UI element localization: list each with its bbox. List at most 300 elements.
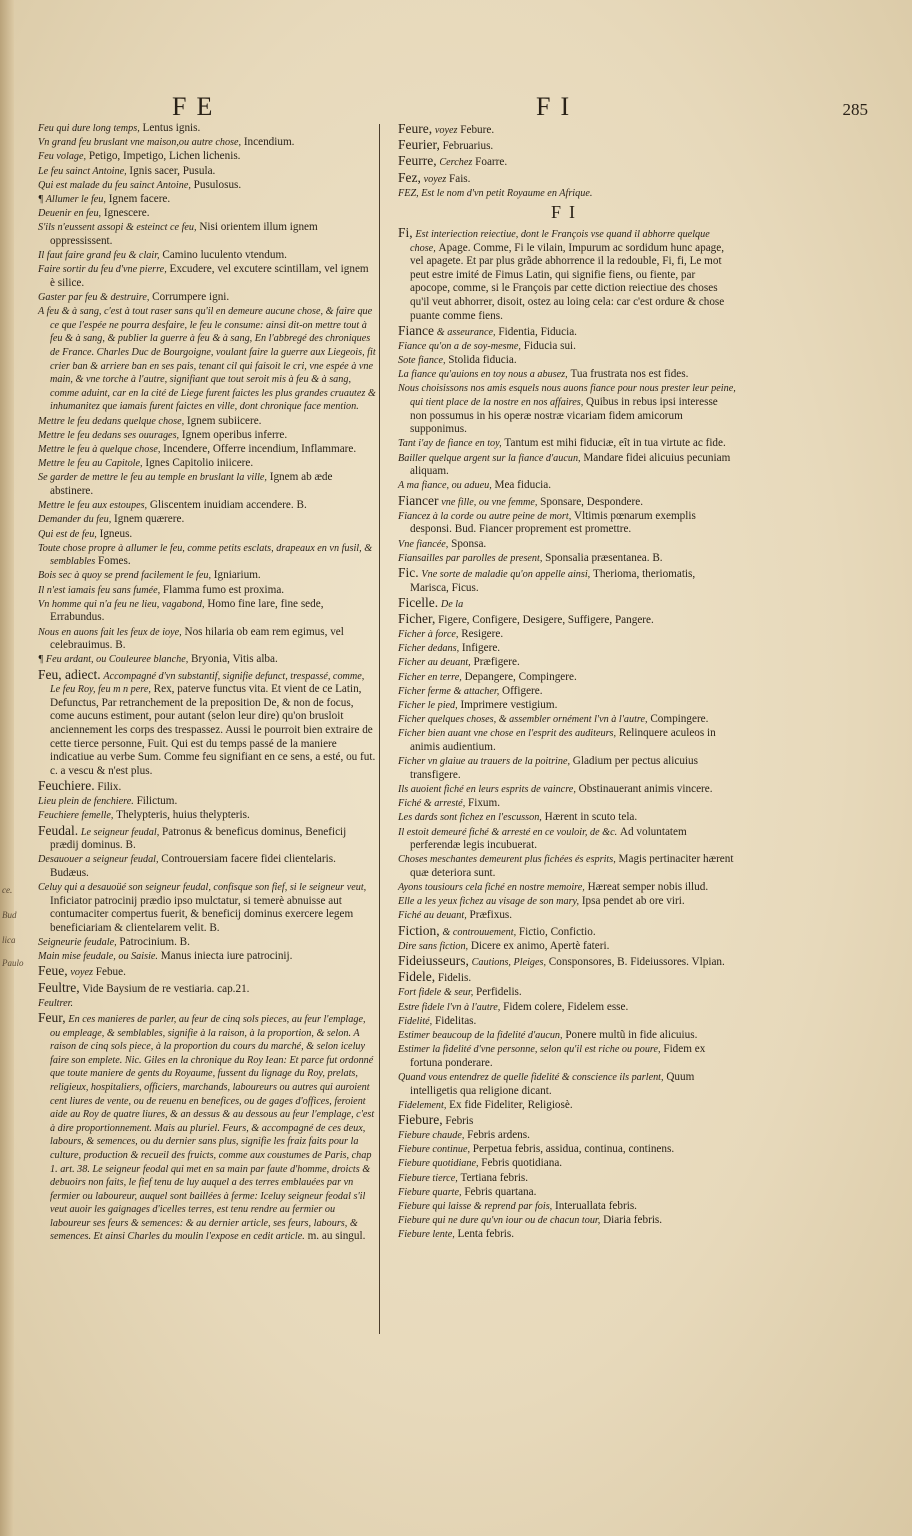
entry-headword: Ficelle. — [398, 594, 439, 610]
dictionary-entry — [38, 809, 376, 823]
entry-latin-text: Resigere. — [461, 628, 504, 641]
dictionary-entry — [38, 528, 376, 542]
page-gutter — [0, 0, 24, 1536]
entry-latin-text: Manus iniecta iure patrocinij. — [160, 950, 293, 963]
entry-french-text: Fiebure quotidiane, — [398, 1158, 479, 1170]
dictionary-entry — [398, 612, 736, 628]
entry-french-text: Ficher vn glaiue au trauers de la poitrine, — [398, 756, 571, 768]
entry-latin-text: Dicere ex animo, Apertè fateri. — [470, 939, 610, 952]
dictionary-entry — [38, 165, 376, 179]
entry-latin-text: Patrocinium. B. — [119, 936, 190, 949]
entry-french-text: Choses meschantes demeurent plus fichées és esprits, — [398, 854, 616, 866]
entry-french-text: Fiansailles par parolles de present, — [398, 552, 543, 564]
dictionary-entry — [398, 1143, 736, 1157]
dictionary-entry — [38, 207, 376, 221]
dictionary-entry — [398, 154, 736, 170]
dictionary-entry — [398, 494, 736, 510]
dictionary-entry — [38, 122, 376, 136]
dictionary-entry — [398, 1214, 736, 1228]
dictionary-entry — [398, 924, 736, 940]
dictionary-entry — [38, 457, 376, 471]
entry-french-text: Fiebure lente, — [398, 1229, 455, 1241]
entry-french-text: Mettre le feu dedans ses ouurages, — [38, 429, 180, 441]
entry-latin-text: Ignem ab æde abstinere. — [50, 471, 333, 497]
entry-latin-text: Homo fine lare, fine sede, Errabundus. — [50, 597, 324, 624]
entry-french-text: Sote fiance, — [398, 355, 446, 367]
dictionary-entry — [38, 542, 376, 569]
dictionary-entry — [38, 824, 376, 853]
entry-headword: Fiebure, — [398, 1111, 443, 1127]
entry-french-text: ¶ Allumer le feu, — [38, 193, 106, 205]
dictionary-entry — [398, 324, 736, 340]
entry-latin-text: Sponsare, Despondere. — [540, 495, 644, 508]
entry-french-text: voyez — [423, 173, 447, 185]
dictionary-entry — [38, 936, 376, 950]
dictionary-entry — [398, 986, 736, 1000]
entry-latin-text: Corrumpere igni. — [152, 291, 230, 304]
entry-french-text: Fiance qu'on a de soy-mesme, — [398, 340, 521, 352]
entry-latin-text: Febris ardens. — [467, 1129, 530, 1142]
dictionary-entry — [398, 354, 736, 368]
entry-latin-text: Vltimis pœnarum exemplis desponsi. Bud. Fiancer proprement est promettre. — [410, 509, 696, 536]
entry-french-text: Vne sorte de maladie qu'on appelle ainsi, — [421, 568, 591, 580]
entry-latin-text: Pusulosus. — [193, 178, 242, 191]
entry-french-text: Fiebure qui ne dure qu'vn iour ou de chacun tour, — [398, 1215, 601, 1227]
entry-latin-text: Præfixus. — [469, 909, 513, 922]
margin-note: ce. — [2, 885, 13, 895]
entry-french-text: A feu & à sang, c'est à tout raser sans qu'il en demeure aucune chose, & faire que ce que l'espée ne pourra desfaire, le feu le consume: ainsi dit-on mettre tout à feu & à sang, & publier la guerre à feu & à sang, En l'abbregé des chroniques de France. Charles Duc de Bourgoigne, voulant faire la guerre aux Liegeois, fit crier ban & arriere ban en ses pais, tenant cil qui faisoit le cri, vne espée à vne main, & vne torche à l'autre, signifiant que tout seroit mis à feu & à sang, comme aduint, car en la cité de Liege furent faictes les plus grandes cruautez & inhumanitez que iamais furent faictes en ville, dont chronique face mention. — [38, 306, 376, 413]
entry-french-text: Estimer la fidelité d'vne personne, selon qu'il est riche ou poure, — [398, 1044, 661, 1056]
entry-french-text: Vne fiancée, — [398, 538, 449, 550]
dictionary-entry — [398, 826, 736, 853]
entry-latin-text: Offigere. — [502, 684, 543, 697]
entry-latin-text: Perfidelis. — [476, 986, 522, 999]
dictionary-entry — [398, 671, 736, 685]
entry-french-text: Mettre le feu au Capitole, — [38, 458, 143, 470]
dictionary-entry — [398, 909, 736, 923]
entry-french-text: Ficher bien auant vne chose en l'esprit des auditeurs, — [398, 728, 617, 740]
dictionary-entry — [38, 443, 376, 457]
entry-french-text: De la — [440, 598, 464, 610]
entry-latin-text: Ad voluntatem perferendæ legis incubuerat. — [410, 825, 687, 852]
entry-latin-text: m. au singul. — [307, 1230, 366, 1243]
entry-latin-text: Incendere, Offerre incendium, Inflammare. — [163, 442, 357, 455]
entry-french-text: S'ils n'eussent assopi & esteinct ce feu, — [38, 222, 197, 234]
entry-french-text: Estre fidele l'vn à l'autre, — [398, 1001, 501, 1013]
entry-latin-text: Filix. — [97, 780, 122, 793]
entry-french-text: Mettre le feu dedans quelque chose, — [38, 415, 185, 427]
entry-french-text: Fiebure chaude, — [398, 1130, 465, 1142]
entry-french-text: Il n'est iamais feu sans fumée, — [38, 584, 161, 596]
entry-latin-text: Figere, Configere, Desigere, Suffigere, Pangere. — [438, 613, 654, 626]
entry-latin-text: Ex fide Fideliter, Religiosè. — [449, 1098, 573, 1111]
dictionary-entry — [38, 881, 376, 935]
entry-french-text: Fiebure continue, — [398, 1144, 471, 1156]
dictionary-entry — [38, 150, 376, 164]
entry-latin-text: Bryonia, Vitis alba. — [191, 653, 278, 666]
right-column-top — [398, 122, 736, 200]
dictionary-entry — [398, 171, 736, 187]
dictionary-entry — [398, 853, 736, 880]
entry-french-text: Les dards sont fichez en l'escusson, — [398, 812, 542, 824]
dictionary-entry — [398, 642, 736, 656]
entry-latin-text: Ponere multũ in fide alicuius. — [565, 1028, 698, 1041]
entry-latin-text: Ignem operibus inferre. — [181, 428, 288, 441]
entry-french-text: Toute chose propre à allumer le feu, comme petits esclats, drapeaux en vn fusil, & semblables — [38, 542, 373, 568]
entry-latin-text: Febris — [445, 1114, 474, 1127]
entry-french-text: voyez — [70, 967, 93, 979]
entry-latin-text: Excudere, vel excutere scintillam, vel ignem è silice. — [50, 263, 369, 289]
entry-french-text: Elle a les yeux fichez au visage de son mary, — [398, 896, 580, 908]
entry-latin-text: Mandare fidei alicuius pecuniam aliquam. — [410, 451, 731, 478]
entry-latin-text: Foarre. — [475, 156, 508, 169]
dictionary-entry — [38, 249, 376, 263]
dictionary-entry — [398, 566, 736, 595]
dictionary-entry — [398, 382, 736, 436]
left-column — [38, 122, 376, 1245]
entry-french-text: & controuuement, — [442, 926, 517, 938]
entry-headword: Feur, — [38, 1009, 66, 1025]
entry-french-text: Fort fidele & seur, — [398, 987, 474, 999]
entry-french-text: En ces manieres de parler, au feur de cinq sols pieces, au feur l'emplage, ou empleage, & semblables, signifie à la raison, à la proportion, & selon. A raison de cinq sols piece, à la proportion du cours du marché, & selon iceluy faire son emplete. Nic. Giles en la chronique du Roy Iean: Et parce fut ordonné que toute maniere de gents du Royaume, fussent du lignage du Roy, prelats, religieux, hospitaliers, officiers, marchands, laboureurs ou autres qui auroient cent liures de vente, ou de reuenu en benefices, ou de gages d'offices, feroient aide au Roy de quatre liures, & an dessus & au dessous au feur l'emplage, c'est à dire proportionnement. Mais au pluriel. Feurs, & accompagné de ces deux, labours, & semences, ou du dernier sans plus, signifie les fraiz faits pour la culture, production & recueil des fruicts, comme aux coustumes de Paris, chap 1. art. 38. Le seigneur feodal qui met en sa main par faute d'homme, droicts & debuoirs non faits, le fief tenu de luy auquel a des terres emblauées par vn fermier ou laboureur, auquel sont baillées à ferme: Iceluy seigneur feodal s'il veut auoir les gaignages d'icelles terres, est tenu rendre au fermier ou laboureur ses feurs & semences: & au dernier article, ses feurs, labours, & semences. Et ainsi Charles du moulin l'expose en cedit article. — [50, 1013, 375, 1243]
entry-latin-text: Igniarium. — [213, 569, 261, 582]
entry-headword: Feure, — [398, 121, 433, 136]
entry-latin-text: Camino luculento vtendum. — [162, 249, 287, 262]
dictionary-entry — [398, 797, 736, 811]
dictionary-entry — [398, 1001, 736, 1015]
dictionary-entry — [398, 437, 736, 451]
dictionary-entry — [398, 699, 736, 713]
entry-french-text: Nous choisissons nos amis esquels nous auons fiance pour nous prester leur peine, qui tient place de la nostre en nos affaires, — [398, 383, 736, 409]
entry-french-text: Vn homme qui n'a feu ne lieu, vagabond, — [38, 598, 205, 610]
dictionary-entry — [398, 1172, 736, 1186]
entry-latin-text: Fiducia sui. — [523, 339, 576, 352]
entry-latin-text: Fidem colere, Fidelem esse. — [503, 1000, 629, 1013]
dictionary-entry — [398, 783, 736, 797]
entry-latin-text: Febure. — [460, 124, 495, 136]
dictionary-entry — [398, 628, 736, 642]
entry-headword: Feue, — [38, 963, 68, 979]
entry-french-text: Fidelement, — [398, 1099, 447, 1111]
entry-french-text: Faire sortir du feu d'vne pierre, — [38, 264, 167, 276]
entry-french-text: Seigneurie feudale, — [38, 937, 117, 949]
entry-french-text: Ayons tousiours cela fiché en nostre memoire, — [398, 882, 585, 894]
entry-latin-text: Ignescere. — [103, 207, 150, 220]
entry-french-text: La fiance qu'auions en toy nous a abusez, — [398, 369, 568, 381]
entry-french-text: Est interiection reiectiue, dont le François vse quand il abhorre quelque chose, — [410, 228, 710, 254]
entry-latin-text: Gladium per pectus alicuius transfigere. — [410, 755, 698, 781]
entry-latin-text: Lenta febris. — [457, 1228, 515, 1241]
right-column — [398, 226, 736, 1242]
entry-french-text: vne fille, ou vne femme, — [441, 496, 538, 508]
entry-latin-text: Fidem ex fortuna ponderare. — [410, 1043, 706, 1069]
entry-french-text: Demander du feu, — [38, 514, 112, 526]
entry-french-text: Qui est de feu, — [38, 528, 97, 540]
entry-latin-text: Quum intelligetis qua religione dicant. — [410, 1070, 695, 1097]
entry-french-text: Quand vous entendrez de quelle fidelité & conscience ils parlent, — [398, 1071, 664, 1083]
entry-headword: Fidele, — [398, 969, 436, 985]
right-running-head: FI — [536, 92, 580, 121]
entry-headword: Fic. — [398, 564, 419, 580]
dictionary-entry — [38, 668, 376, 779]
entry-latin-text: Nos hilaria ob eam rem egimus, vel celebrauimus. B. — [50, 625, 344, 652]
entry-french-text: Accompagné d'vn substantif, signifie defunct, trespassé, comme, Le feu Roy, feu m n pere, — [50, 670, 365, 696]
entry-french-text: Feuchiere femelle, — [38, 810, 114, 822]
dictionary-entry — [398, 656, 736, 670]
entry-latin-text: Igneus. — [99, 527, 133, 540]
dictionary-entry — [38, 964, 376, 980]
entry-latin-text: Stolida fiducia. — [448, 354, 517, 367]
entry-latin-text: Thelypteris, huius thelypteris. — [116, 809, 250, 822]
entry-french-text: Le seigneur feudal, — [80, 826, 160, 838]
entry-latin-text: Incendium. — [243, 136, 295, 149]
entry-latin-text: Fidentia, Fiducia. — [498, 325, 577, 338]
dictionary-entry — [398, 1099, 736, 1113]
dictionary-entry — [38, 179, 376, 193]
entry-latin-text: Compingere. — [650, 713, 709, 726]
entry-french-text: Fiebure quarte, — [398, 1186, 462, 1198]
dictionary-entry — [38, 950, 376, 964]
entry-latin-text: Inficiator patrocinij prædio ipso mulctatur, si temerè abnuisse aut contumaciter compertus fuerit, & beneficij dominus exercere legem beneficiariam & clientelarem velit. B. — [50, 894, 354, 934]
dictionary-entry — [398, 1071, 736, 1098]
dictionary-entry — [398, 122, 736, 138]
entry-latin-text: Fixum. — [468, 797, 501, 810]
dictionary-entry — [398, 1129, 736, 1143]
entry-latin-text: Filictum. — [136, 795, 178, 808]
entry-latin-text: Ignem quærere. — [114, 513, 185, 526]
entry-headword: Feudal. — [38, 822, 79, 838]
dictionary-entry — [38, 779, 376, 795]
dictionary-entry — [398, 1113, 736, 1129]
dictionary-entry — [398, 1186, 736, 1200]
entry-latin-text: Magis pertinaciter hærent quæ deteriora sunt. — [410, 853, 734, 879]
dictionary-entry — [38, 193, 376, 207]
entry-latin-text: Ignes Capitolio iniicere. — [145, 457, 254, 470]
dictionary-entry — [398, 1200, 736, 1214]
dictionary-entry — [398, 552, 736, 566]
entry-latin-text: Præfigere. — [473, 656, 520, 669]
entry-latin-text: Infigere. — [461, 642, 501, 655]
dictionary-entry — [398, 596, 736, 612]
entry-latin-text: Interuallata febris. — [554, 1200, 637, 1212]
margin-note: Paulo — [2, 958, 24, 968]
column-rule — [379, 124, 380, 1334]
entry-latin-text: Ignem facere. — [108, 192, 171, 205]
dictionary-entry — [398, 727, 736, 754]
entry-french-text: Ficher ferme & attacher, — [398, 685, 500, 697]
entry-latin-text: Quibus in rebus ipsi interesse non possumus in his operæ nostræ vicariam fidem amicorum supponimus. — [410, 396, 718, 436]
entry-headword: Fi, — [398, 224, 413, 240]
entry-latin-text: Ipsa pendet ab ore viri. — [581, 895, 685, 908]
entry-latin-text: Relinquere aculeos in animis audientium. — [410, 727, 716, 753]
entry-french-text: Ficher à force, — [398, 629, 459, 641]
entry-latin-text: Depangere, Compingere. — [464, 670, 577, 683]
entry-headword: Fez, — [398, 169, 421, 185]
entry-latin-text: Patronus & beneficus dominus, Beneficij prædij dominus. B. — [50, 825, 347, 852]
entry-french-text: Fiché au deuant, — [398, 910, 467, 922]
entry-latin-text: Ignem subiicere. — [186, 414, 262, 427]
entry-latin-text: Hæreat semper nobis illud. — [587, 881, 709, 894]
entry-french-text: Ils auoient fiché en leurs esprits de vaincre, — [398, 783, 576, 795]
entry-latin-text: Rex, paterve functus vita. Et vient de ce Latin, Defunctus, Par retranchement de la preposition De, & non de focus, come aucuns estiment, pour autant (selon leur dire) qu'on brusloit anciennement les corps des trespassez. Aussi le pourroit bien extraire de cette tierce personne, Fuit. Qui est du temps passé de la maniere indicatiue au verbe Sum. Comme feu signifiant en ce sens, a esté, ou fut. c. a vescu & n'est plus. — [50, 683, 376, 777]
entry-french-text: ¶ Feu ardant, ou Couleuree blanche, — [38, 654, 189, 666]
entry-french-text: Ficher dedans, — [398, 643, 460, 655]
entry-headword: Fiancer — [398, 492, 439, 508]
dictionary-entry — [398, 940, 736, 954]
entry-headword: Ficher, — [398, 610, 436, 626]
entry-french-text: Fiché & arresté, — [398, 798, 466, 810]
entry-french-text: A ma fiance, ou adueu, — [398, 480, 492, 492]
entry-french-text: Estimer beaucoup de la fidelité d'aucun, — [398, 1029, 563, 1041]
entry-french-text: Cerchez — [439, 157, 473, 169]
entry-latin-text: Mea fiducia. — [494, 479, 552, 492]
entry-french-text: Feultrer. — [38, 997, 73, 1009]
dictionary-entry — [398, 187, 736, 201]
dictionary-entry — [38, 981, 376, 997]
section-title-fi: FI — [550, 202, 583, 223]
dictionary-entry — [398, 685, 736, 699]
entry-french-text: FEZ, Est le nom d'vn petit Royaume en Afrique. — [398, 187, 593, 199]
entry-french-text: Feu qui dure long temps, — [38, 123, 140, 134]
dictionary-entry — [398, 1029, 736, 1043]
entry-french-text: Dire sans fiction, — [398, 940, 469, 952]
entry-latin-text: Ignis sacer, Pusula. — [129, 164, 216, 177]
dictionary-entry — [38, 569, 376, 583]
entry-french-text: Il estoit demeuré fiché & arresté en ce vouloir, de &c. — [398, 826, 618, 838]
entry-french-text: Gaster par feu & destruire, — [38, 292, 150, 304]
entry-latin-text: Tua frustrata nos est fides. — [570, 368, 689, 381]
entry-latin-text: Perpetua febris, assidua, continua, continens. — [472, 1143, 675, 1156]
dictionary-entry — [398, 755, 736, 782]
dictionary-entry — [398, 1015, 736, 1029]
entry-latin-text: Fais. — [449, 172, 471, 185]
dictionary-entry — [398, 713, 736, 727]
entry-latin-text: Petigo, Impetigo, Lichen lichenis. — [88, 150, 241, 163]
entry-latin-text: Gliscentem inuidiam accendere. B. — [149, 499, 307, 512]
entry-headword: Feu, adiect. — [38, 666, 101, 682]
dictionary-entry — [38, 136, 376, 150]
entry-latin-text: Februarius. — [442, 140, 494, 153]
dictionary-entry — [38, 598, 376, 625]
entry-latin-text: Sponsalia præsentanea. B. — [545, 551, 663, 564]
dictionary-entry — [398, 881, 736, 895]
dictionary-entry — [38, 795, 376, 809]
entry-latin-text: Nisi orientem illum ignem oppressissent. — [50, 221, 318, 247]
entry-french-text: Feu volage, — [38, 151, 87, 163]
entry-french-text: Fidelité, — [398, 1015, 433, 1027]
entry-headword: Feurre, — [398, 153, 437, 169]
entry-latin-text: Fomes. — [98, 555, 131, 568]
entry-latin-text: Imprimere vestigium. — [460, 699, 558, 711]
entry-french-text: Fiebure tierce, — [398, 1172, 458, 1184]
dictionary-entry — [398, 479, 736, 493]
entry-french-text: Ficher quelques choses, & assembler ornément l'vn à l'autre, — [398, 714, 648, 726]
entry-headword: Feurier, — [398, 137, 440, 153]
entry-latin-text: Flamma fumo est proxima. — [162, 583, 285, 596]
dictionary-entry — [398, 895, 736, 909]
entry-french-text: Ficher au deuant, — [398, 657, 471, 669]
entry-french-text: Le feu sainct Antoine, — [38, 165, 127, 177]
entry-latin-text: Febris quotidiana. — [481, 1157, 563, 1170]
entry-latin-text: Lentus ignis. — [142, 122, 201, 134]
dictionary-entry — [398, 954, 736, 970]
entry-french-text: Mettre le feu aux estoupes, — [38, 500, 148, 512]
left-running-head: FE — [172, 92, 223, 121]
dictionary-entry — [38, 584, 376, 598]
entry-latin-text: Tertiana febris. — [460, 1171, 529, 1184]
entry-french-text: Fiebure qui laisse & reprend par fois, — [398, 1201, 553, 1212]
entry-french-text: Cautions, Pleiges, — [471, 957, 547, 968]
entry-french-text: Deuenir en feu, — [38, 208, 102, 220]
entry-french-text: Qui est malade du feu sainct Antoine, — [38, 179, 191, 191]
page-number: 285 — [842, 100, 868, 119]
entry-french-text: Se garder de mettre le feu au temple en bruslant la ville, — [38, 472, 267, 484]
entry-headword: Feultre, — [38, 979, 80, 995]
dictionary-entry — [38, 1011, 376, 1244]
entry-latin-text: Fidelis. — [437, 972, 472, 985]
entry-french-text: Lieu plein de fenchiere. — [38, 796, 134, 808]
dictionary-entry — [398, 1157, 736, 1171]
dictionary-entry — [38, 415, 376, 429]
dictionary-entry — [38, 221, 376, 248]
entry-latin-text: Diaria febris. — [603, 1214, 663, 1227]
dictionary-entry — [38, 263, 376, 290]
dictionary-entry — [398, 811, 736, 825]
entry-french-text: Mettre le feu à quelque chose, — [38, 443, 161, 455]
entry-headword: Feuchiere. — [38, 777, 95, 793]
entry-french-text: Fiancez à la corde ou autre peine de mort, — [398, 510, 572, 522]
dictionary-entry — [38, 471, 376, 498]
dictionary-entry — [398, 138, 736, 154]
entry-latin-text: Sponsa. — [451, 537, 487, 550]
entry-latin-text: Febris quartana. — [464, 1185, 537, 1198]
dictionary-entry — [398, 226, 736, 323]
entry-latin-text: Therioma, theriomatis, Marisca, Ficus. — [410, 567, 696, 594]
dictionary-entry — [38, 997, 376, 1011]
entry-french-text: Tant i'ay de fiance en toy, — [398, 438, 502, 450]
entry-french-text: voyez — [434, 125, 458, 136]
dictionary-entry — [38, 513, 376, 527]
margin-note: lica — [2, 935, 16, 945]
dictionary-entry — [38, 499, 376, 513]
dictionary-entry — [398, 970, 736, 986]
dictionary-entry — [398, 510, 736, 537]
dictionary-entry — [38, 291, 376, 305]
entry-latin-text: Fictio, Confictio. — [518, 925, 596, 938]
right-column-wrap — [398, 122, 736, 1243]
dictionary-entry — [398, 538, 736, 552]
dictionary-entry — [398, 1043, 736, 1070]
entry-latin-text: Hærent in scuto tela. — [544, 811, 638, 824]
entry-latin-text: Consponsores, B. Fideiussores. Vlpian. — [548, 956, 725, 968]
entry-french-text: Nous en auons fait les feux de ioye, — [38, 626, 182, 638]
entry-latin-text: Apage. Comme, Fi le vilain, Impurum ac sordidum hunc apage, vel apagete. Et par plus grãde abhorrence il la redouble, Fi, fi, Le mot peut estre imité de Fimus Latin, qui signifie fiens, ou fiente, par apocope, comme, si le François par cette diction reiectiue des choses qu'il veut abhorrer, disoit, ostez au loing cela: car c'est ordure & chose puante comme fiens. — [410, 241, 725, 322]
entry-latin-text: Controuersiam facere fidei clientelaris. Budæus. — [50, 853, 336, 879]
dictionary-entry — [38, 626, 376, 653]
entry-french-text: Celuy qui a desauoüé son seigneur feudal, confisque son fief, si le seigneur veut, — [38, 882, 367, 894]
entry-french-text: Bailler quelque argent sur la fiance d'aucun, — [398, 452, 581, 464]
dictionary-entry — [398, 368, 736, 382]
entry-latin-text: Fidelitas. — [434, 1014, 477, 1027]
entry-french-text: Desauouer a seigneur feudal, — [38, 854, 159, 866]
dictionary-entry — [38, 853, 376, 880]
entry-french-text: Il faut faire grand feu & clair, — [38, 250, 160, 262]
entry-headword: Fideiusseurs, — [398, 953, 469, 968]
entry-french-text: Main mise feudale, ou Saisie. — [38, 951, 158, 963]
entry-latin-text: Vide Baysium de re vestiaria. cap.21. — [82, 982, 250, 995]
dictionary-entry — [398, 340, 736, 354]
entry-french-text: Ficher le pied, — [398, 700, 458, 711]
